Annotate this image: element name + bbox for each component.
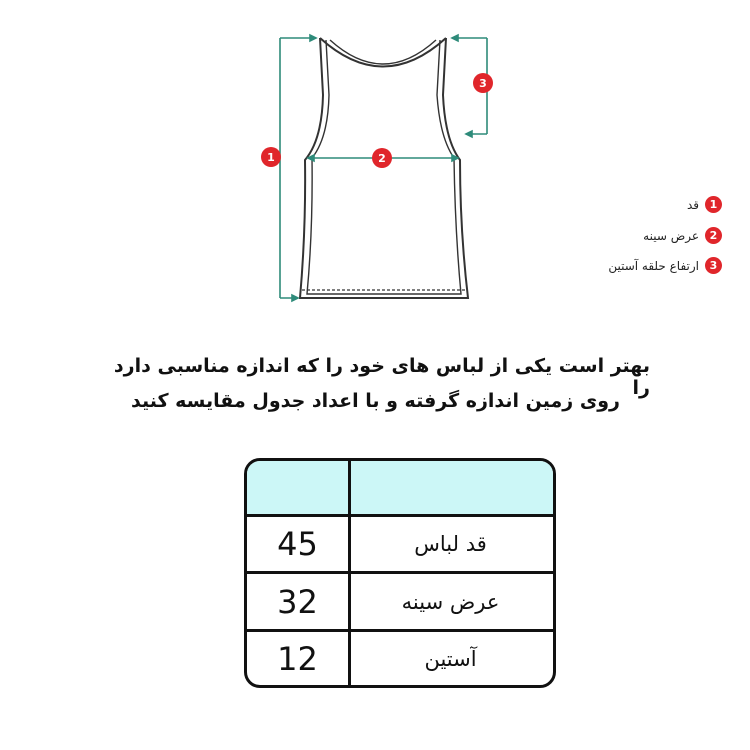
table-row <box>247 574 553 629</box>
size-value: 32 <box>277 582 318 621</box>
legend-number: 2 <box>705 227 722 244</box>
svg-text:3: 3 <box>479 77 487 90</box>
size-table <box>244 458 556 688</box>
legend-item-2 <box>643 227 722 244</box>
size-value: 12 <box>277 639 318 678</box>
marker-2 <box>372 148 392 168</box>
tank-top-outline-icon <box>300 38 468 298</box>
garment-diagram <box>0 0 750 330</box>
svg-text:1: 1 <box>267 151 275 164</box>
legend-item-3 <box>608 257 722 274</box>
dimension-lines <box>280 35 487 301</box>
legend-number: 3 <box>705 257 722 274</box>
table-row <box>247 632 553 685</box>
legend-label: عرض سینه <box>643 228 699 243</box>
legend-label: قد <box>686 197 699 212</box>
table-row <box>247 517 553 571</box>
instruction-line-1: بهتر است یکی از لباس های خود را که اندازه مناسبی دارد را <box>113 355 650 399</box>
marker-1 <box>261 147 281 167</box>
instruction-line-2: روی زمین اندازه گرفته و با اعداد جدول مقایسه کنید <box>131 390 620 412</box>
size-value: 45 <box>277 525 318 563</box>
legend-label: ارتفاع حلقه آستین <box>608 258 699 273</box>
legend-number: 1 <box>705 196 722 213</box>
size-label: قد لباس <box>414 532 487 556</box>
table-header <box>247 461 553 514</box>
svg-text:2: 2 <box>378 152 386 165</box>
size-label: عرض سینه <box>401 589 500 614</box>
size-label: آستین <box>424 646 477 671</box>
legend-item-1 <box>687 196 722 213</box>
marker-3 <box>473 73 493 93</box>
